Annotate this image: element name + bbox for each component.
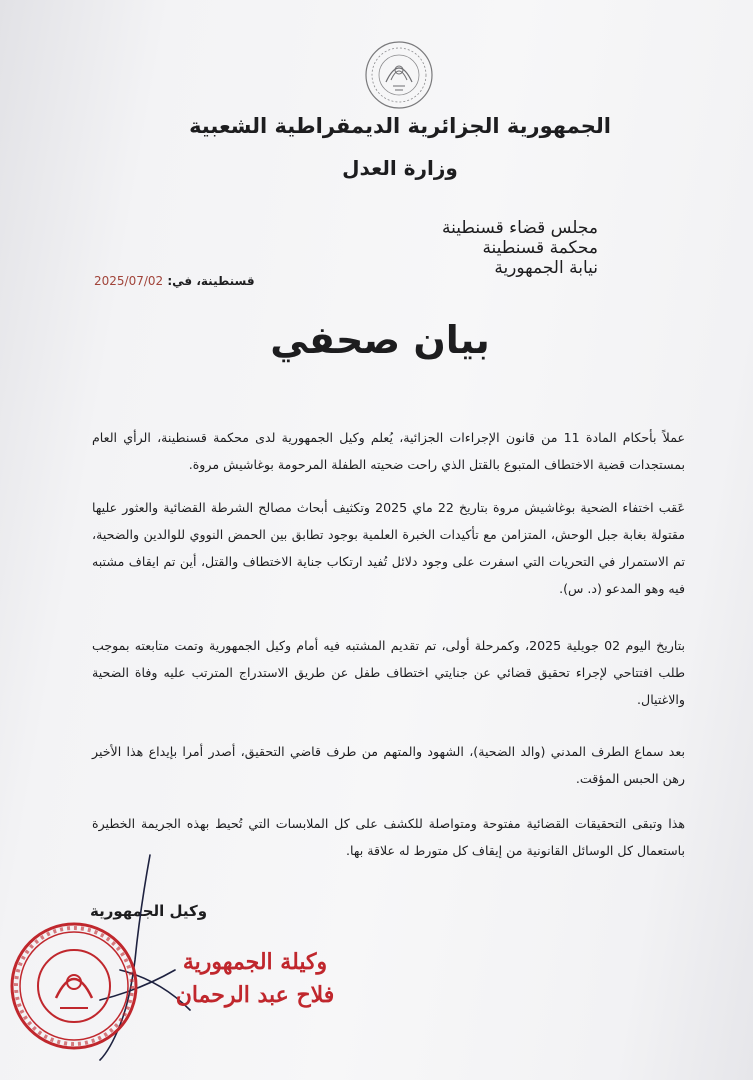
state-emblem-icon bbox=[364, 40, 434, 110]
paragraph-5: هذا وتبقى التحقيقات القضائية مفتوحة ومتواصلة للكشف على كل الملابسات التي تُحيط بهذه الجريمة الخطيرة باستعمال كل الوسائل القانونية من إيقاف كل متورط له علاقة بها. bbox=[92, 816, 685, 858]
official-stamp-icon bbox=[8, 920, 140, 1052]
name-stamp-name: فلاح عبد الرحمان bbox=[175, 982, 335, 1008]
prosecution-line: نيابة الجمهورية bbox=[494, 258, 598, 278]
signature-label: وكيل الجمهورية bbox=[90, 902, 208, 920]
dateline-value: 2025/07/02 bbox=[94, 274, 164, 288]
court-council-line: مجلس قضاء قسنطينة bbox=[442, 218, 598, 238]
dateline bbox=[94, 274, 255, 288]
document-title: بيان صحفي bbox=[270, 318, 490, 362]
name-stamp bbox=[160, 945, 350, 1011]
republic-heading: الجمهورية الجزائرية الديمقراطية الشعبية bbox=[189, 114, 611, 138]
dateline-label: قسنطينة، في: bbox=[167, 274, 255, 288]
paragraph-3: بتاريخ اليوم 02 جويلية 2025، وكمرحلة أولى، تم تقديم المشتبه فيه أمام وكيل الجمهورية وتمت متابعته بموجب طلب افتتاحي لإجراء تحقيق قضائي عن جنايتي اختطاف طفل عن طريق الاستدراج المترتب عليه وفاة الضحية والاغتيال. bbox=[92, 638, 685, 707]
name-stamp-title: وكيلة الجمهورية bbox=[182, 949, 328, 975]
ministry-heading: وزارة العدل bbox=[342, 156, 458, 180]
tribunal-line: محكمة قسنطينة bbox=[482, 238, 598, 258]
paragraph-4: بعد سماع الطرف المدني (والد الضحية)، الشهود والمتهم من طرف قاضي التحقيق، أصدر أمرا بإيداع هذا الأخير رهن الحبس المؤقت. bbox=[92, 744, 685, 786]
paragraph-2: عَقب اختفاء الضحية بوغاشيش مروة بتاريخ 22 ماي 2025 وتكثيف أبحاث مصالح الشرطة القضائية والعثور عليها مقتولة بغابة جبل الوحش، المتزامن مع تأكيدات الخبرة العلمية بوجود تطابق بين الحمض النووي للوالدين والضحية، تم الاستمرار في التحريات التي اسفرت على وجود دلائل تُفيد ارتكاب جناية الاختطاف والقتل، أين تم ايقاف مشتبه فيه وهو المدعو (د. س). bbox=[92, 500, 686, 596]
paragraph-1: عملاً بأحكام المادة 11 من قانون الإجراءات الجزائية، يُعلم وكيل الجمهورية لدى محكمة قسنطينة، الرأي العام بمستجدات قضية الاختطاف المتبوع بالقتل الذي راحت ضحيته الطفلة المرحومة بوغاشيش مروة. bbox=[92, 430, 685, 472]
